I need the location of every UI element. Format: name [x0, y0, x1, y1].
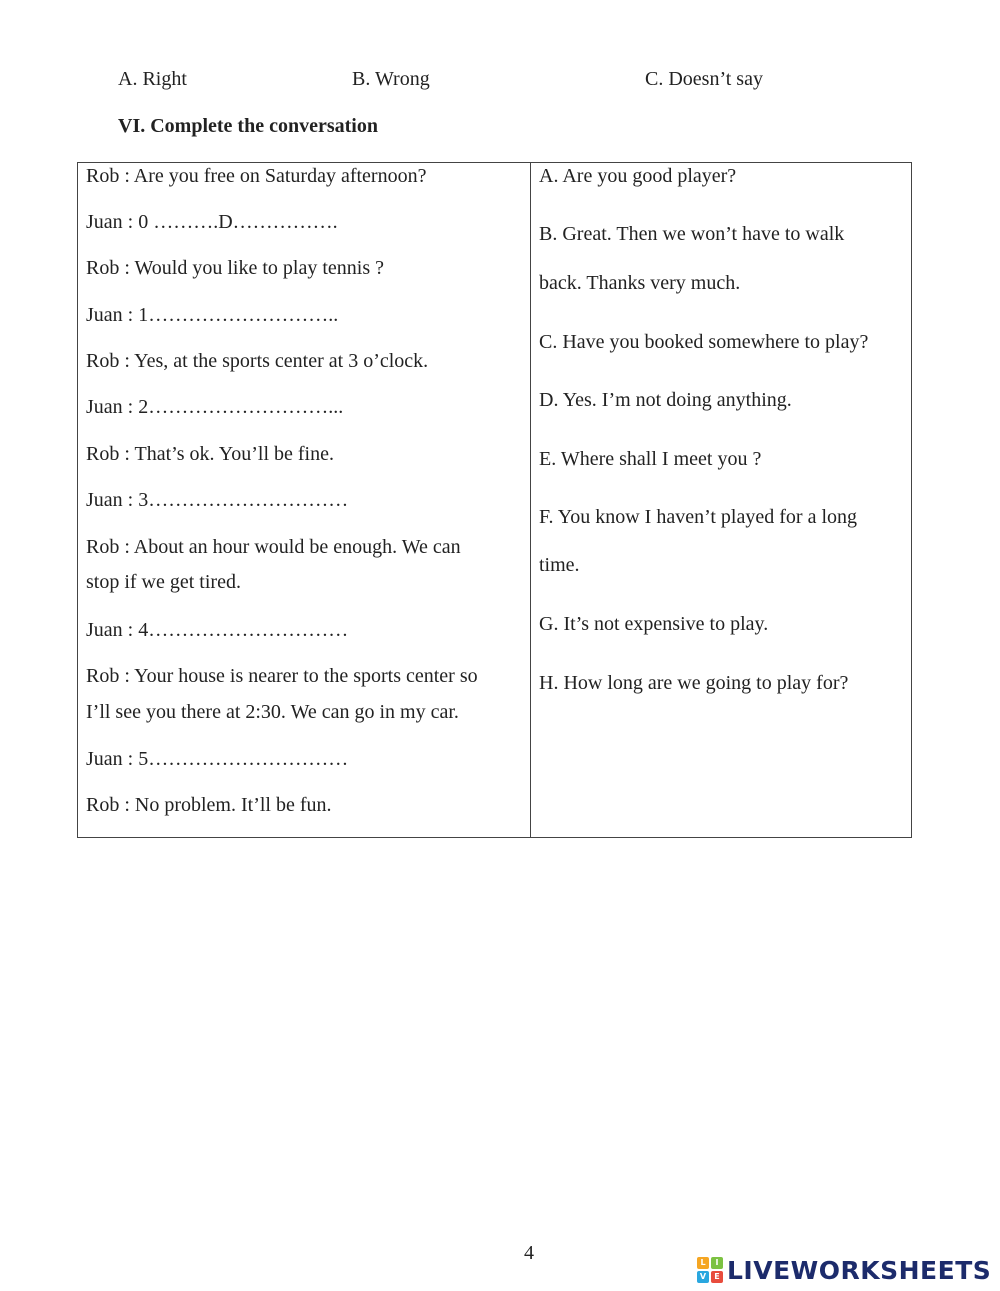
choice-item: G. It’s not expensive to play.: [539, 613, 769, 635]
dialogue-line: Rob : About an hour would be enough. We can: [86, 536, 461, 558]
choice-item: time.: [539, 554, 580, 576]
dialogue-line: Juan : 2………………………...: [86, 396, 344, 418]
logo-cell: E: [711, 1271, 723, 1283]
choice-item: A. Are you good player?: [539, 165, 737, 187]
dialogue-line: Juan : 5…………………………: [86, 748, 349, 770]
dialogue-line: I’ll see you there at 2:30. We can go in my car.: [86, 701, 459, 723]
answer-option-b: B. Wrong: [352, 68, 430, 90]
section-heading: VI. Complete the conversation: [118, 115, 378, 137]
dialogue-line: stop if we get tired.: [86, 571, 241, 593]
choice-item: H. How long are we going to play for?: [539, 672, 849, 694]
page-number: 4: [524, 1242, 534, 1264]
conversation-table: [77, 162, 912, 838]
choice-item: B. Great. Then we won’t have to walk: [539, 223, 845, 245]
choice-item: F. You know I haven’t played for a long: [539, 506, 857, 528]
choice-item: D. Yes. I’m not doing anything.: [539, 389, 792, 411]
dialogue-line: Juan : 1………………………..: [86, 304, 339, 326]
column-divider: [530, 163, 531, 837]
liveworksheets-logo[interactable]: [697, 1252, 991, 1288]
choice-item: C. Have you booked somewhere to play?: [539, 331, 869, 353]
dialogue-line: Rob : Yes, at the sports center at 3 o’clock.: [86, 350, 429, 372]
dialogue-line: Rob : Are you free on Saturday afternoon?: [86, 165, 427, 187]
dialogue-line: Juan : 4…………………………: [86, 619, 349, 641]
brand-name: LIVEWORKSHEETS: [727, 1255, 992, 1285]
choice-item: E. Where shall I meet you ?: [539, 448, 762, 470]
answer-option-a: A. Right: [118, 68, 187, 90]
answer-option-c: C. Doesn’t say: [645, 68, 763, 90]
choice-item: back. Thanks very much.: [539, 272, 741, 294]
dialogue-line: Juan : 0 ……….D…………….: [86, 211, 338, 233]
logo-grid-icon: [697, 1257, 723, 1283]
dialogue-line: Juan : 3…………………………: [86, 489, 349, 511]
dialogue-line: Rob : Would you like to play tennis ?: [86, 257, 384, 279]
dialogue-line: Rob : Your house is nearer to the sports center so: [86, 665, 478, 687]
logo-cell: I: [711, 1257, 723, 1269]
logo-cell: L: [697, 1257, 709, 1269]
dialogue-line: Rob : No problem. It’ll be fun.: [86, 794, 332, 816]
logo-cell: V: [697, 1271, 709, 1283]
dialogue-line: Rob : That’s ok. You’ll be fine.: [86, 443, 334, 465]
